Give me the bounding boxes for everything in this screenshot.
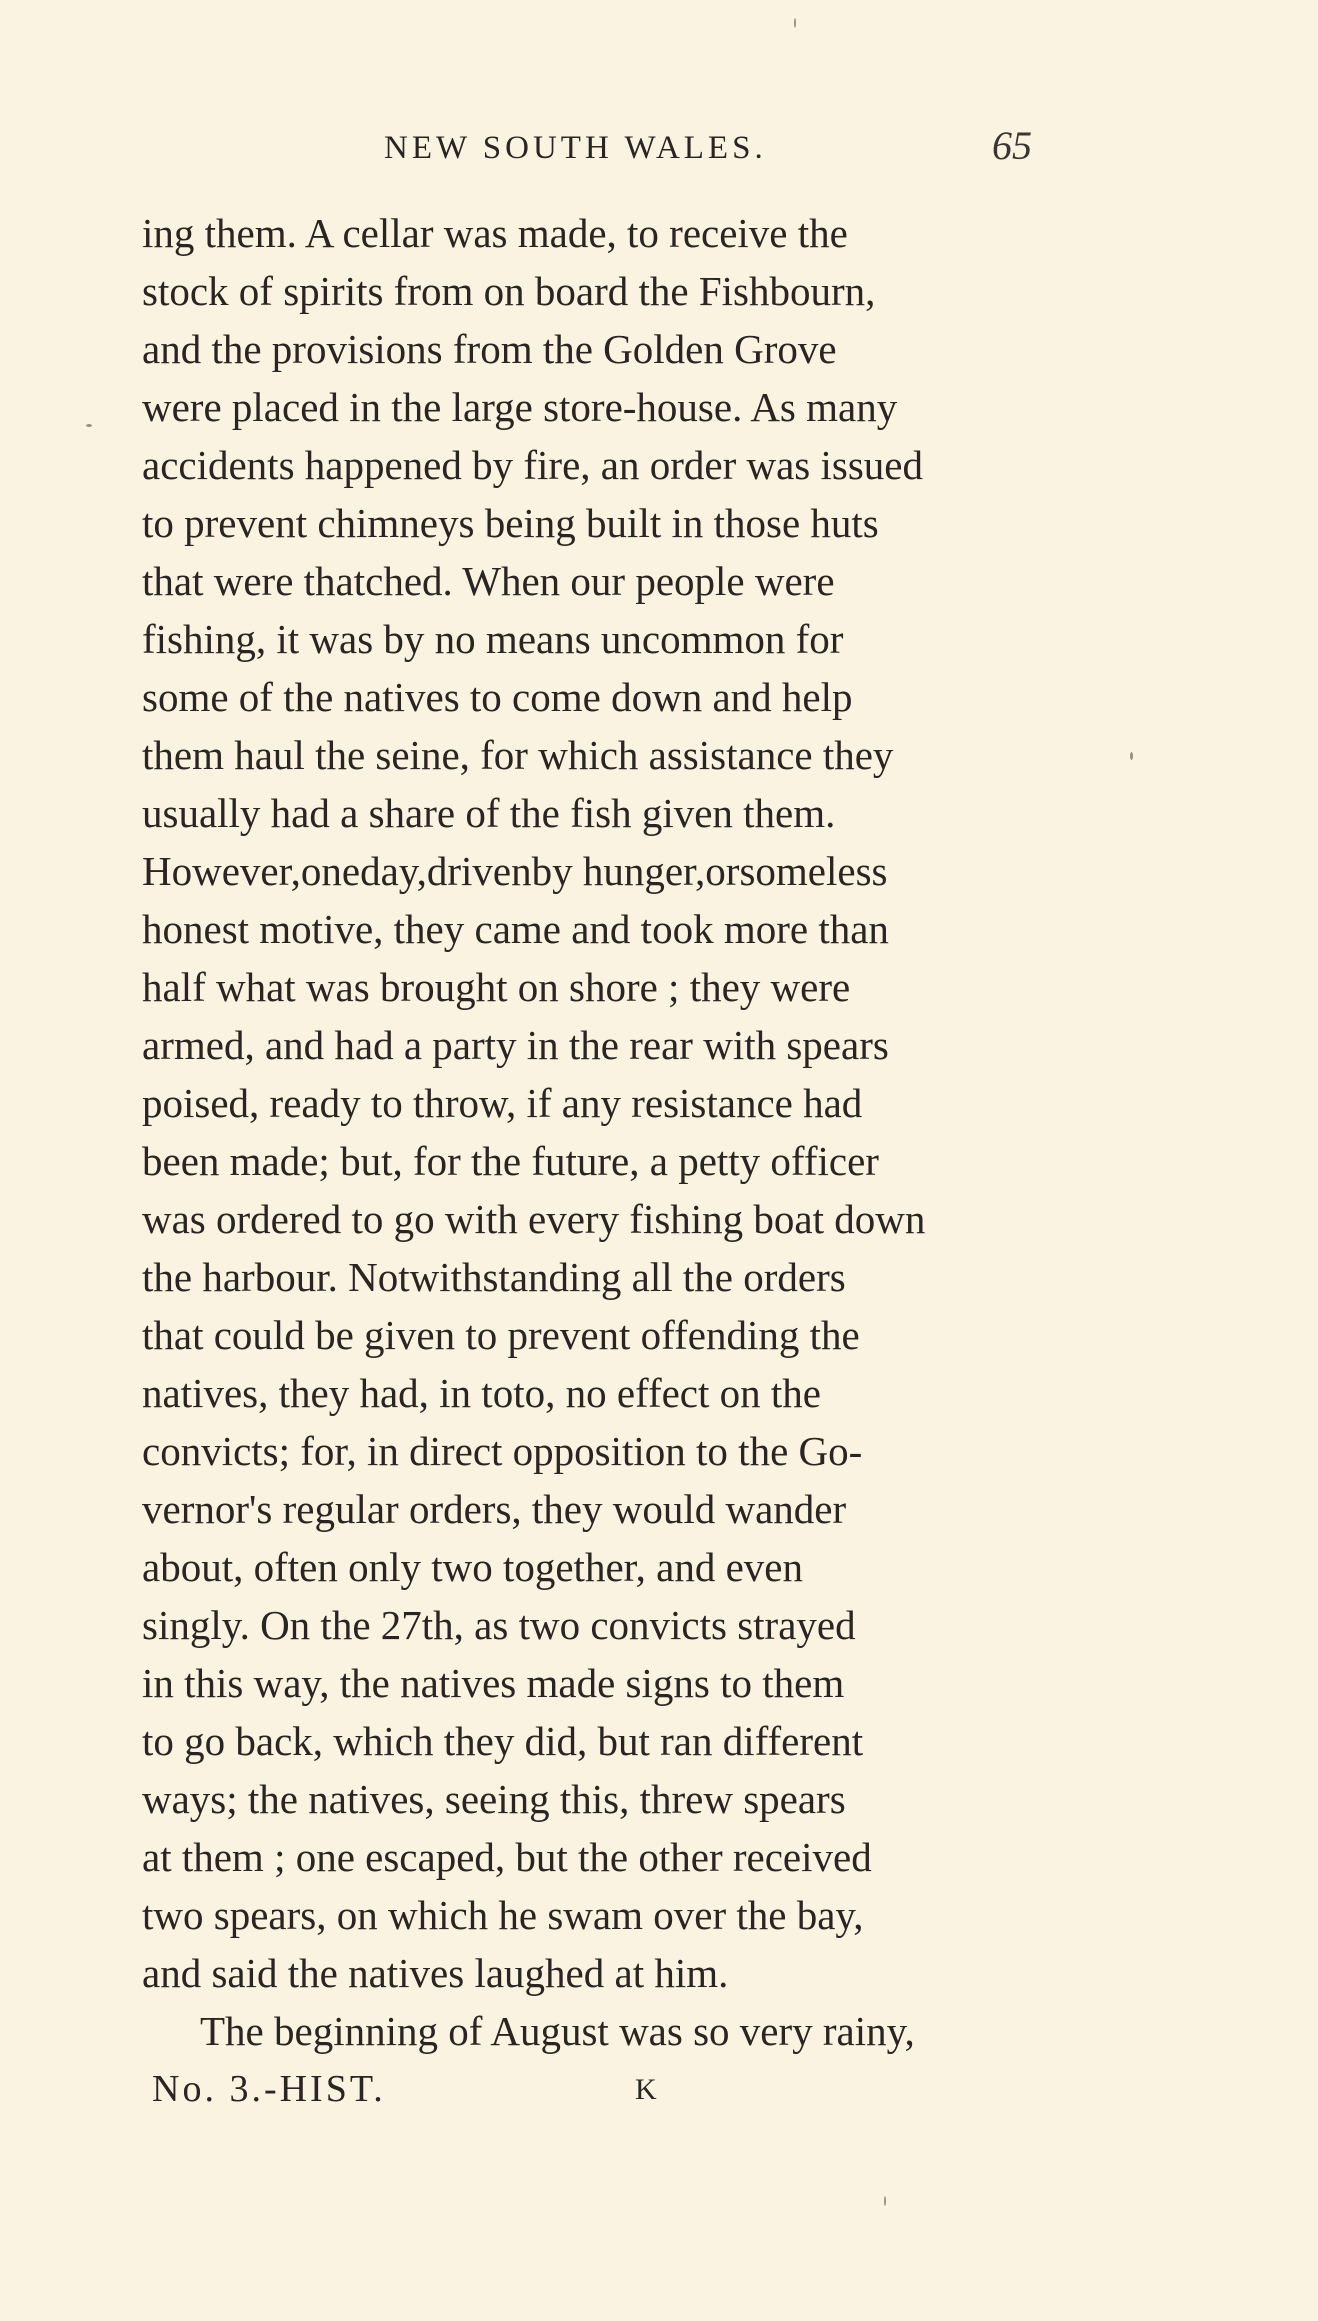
signature-footer	[0, 2066, 1318, 2112]
running-title: NEW SOUTH WALES.	[384, 130, 767, 166]
text-line: at them ; one escaped, but the other received	[142, 1834, 872, 1880]
text-line: and the provisions from the Golden Grove	[142, 326, 837, 372]
text-line: to go back, which they did, but ran different	[142, 1718, 864, 1764]
text-line: natives, they had, in toto, no effect on the	[142, 1370, 821, 1416]
text-line: were placed in the large store-house. As many	[142, 384, 898, 430]
text-line: and said the natives laughed at him.	[142, 1950, 729, 1996]
text-line: half what was brought on shore ; they were	[142, 964, 851, 1010]
text-line: stock of spirits from on board the Fishbourn,	[142, 268, 876, 314]
text-line: some of the natives to come down and help	[142, 674, 853, 720]
text-line: ing them. A cellar was made, to receive the	[142, 210, 848, 256]
paper-speck	[794, 18, 796, 28]
text-line: honest motive, they came and took more than	[142, 906, 889, 952]
text-line: ways; the natives, seeing this, threw spears	[142, 1776, 846, 1822]
text-line: in this way, the natives made signs to them	[142, 1660, 845, 1706]
text-line: armed, and had a party in the rear with spears	[142, 1022, 889, 1068]
text-line: convicts; for, in direct opposition to the Go-	[142, 1428, 863, 1474]
text-line: poised, ready to throw, if any resistance had	[142, 1080, 863, 1126]
text-line: the harbour. Notwithstanding all the orders	[142, 1254, 846, 1300]
text-line: them haul the seine, for which assistance they	[142, 732, 894, 778]
paper-speck	[884, 2196, 886, 2206]
text-line: accidents happened by fire, an order was issued	[142, 442, 923, 488]
text-line: fishing, it was by no means uncommon for	[142, 616, 844, 662]
running-head	[0, 123, 1318, 168]
page-number: 65	[992, 123, 1032, 168]
text-line: However,oneday,drivenby hunger,orsomeless	[142, 848, 888, 894]
text-line: been made; but, for the future, a petty officer	[142, 1138, 879, 1184]
paragraph-start-line: The beginning of August was so very rainy,	[200, 2008, 915, 2054]
text-line: that were thatched. When our people were	[142, 558, 835, 604]
text-line: usually had a share of the fish given them.	[142, 790, 836, 836]
paper-speck	[86, 424, 92, 427]
text-line: two spears, on which he swam over the bay,	[142, 1892, 864, 1938]
text-line: vernor's regular orders, they would wander	[142, 1486, 847, 1532]
text-line: was ordered to go with every fishing boat down	[142, 1196, 926, 1242]
text-line: to prevent chimneys being built in those huts	[142, 500, 879, 546]
text-line: that could be given to prevent offending the	[142, 1312, 860, 1358]
signature-mark: No. 3.-HIST.	[152, 2068, 386, 2110]
text-line: singly. On the 27th, as two convicts strayed	[142, 1602, 856, 1648]
paper-speck	[1130, 752, 1133, 760]
signature-letter: K	[635, 2073, 657, 2106]
text-line: about, often only two together, and even	[142, 1544, 804, 1590]
